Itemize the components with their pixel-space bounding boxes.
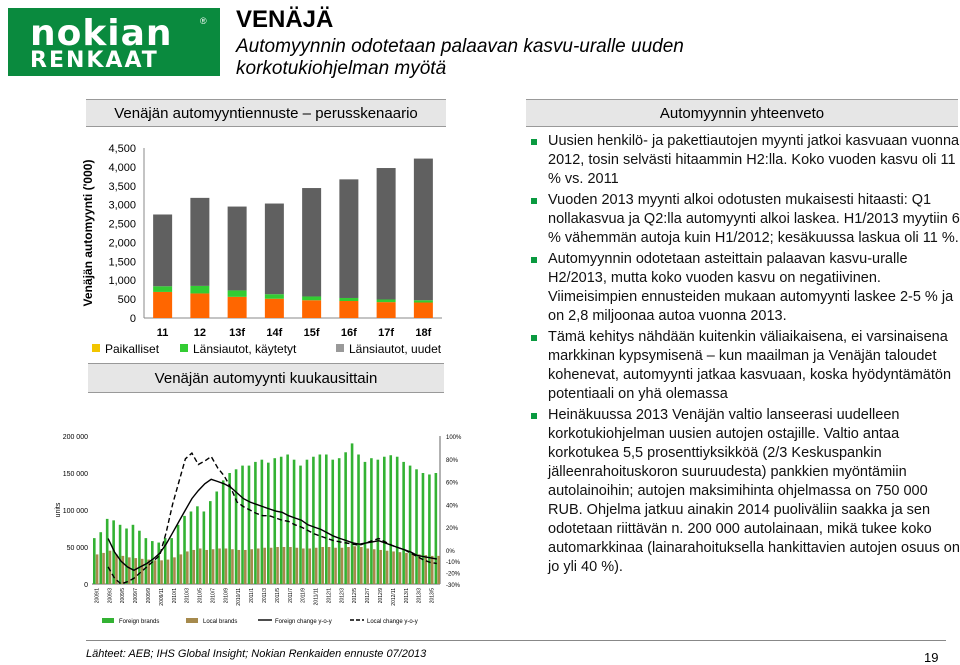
summary-bullet: Vuoden 2013 myynti alkoi odotusten mukaisesti hitaasti: Q1 nollakasvua ja Q2:lla automyynti alkoi laskea. H1/2013 myytiin 6 % vähemmän autoja kuin H1/2012; kesäkuussa laskua oli 11 %. — [530, 191, 960, 248]
local-bar — [244, 550, 247, 584]
local-bar — [328, 547, 331, 584]
local-bar — [250, 549, 253, 584]
foreign-bar — [196, 506, 199, 584]
bar-segment — [302, 296, 321, 300]
y-axis-label: units — [55, 502, 62, 518]
local-bar — [218, 548, 221, 584]
x-tick-label: 2009/9 — [146, 588, 152, 604]
y-tick-label: 1,500 — [108, 256, 136, 269]
y2-tick-label: 0% — [446, 548, 455, 555]
foreign-bar — [357, 455, 360, 585]
x-tick-label: 2010/11 — [236, 588, 243, 606]
foreign-bar — [248, 466, 251, 584]
local-bar — [308, 548, 311, 584]
foreign-bar — [293, 460, 296, 584]
bar-segment — [414, 159, 433, 301]
x-tick-label: 16f — [340, 327, 357, 339]
y2-tick-label: 60% — [446, 480, 459, 487]
x-tick-label: 17f — [378, 327, 395, 339]
y-axis-label: Venäjän automyynti ('000) — [81, 159, 95, 307]
local-bar — [180, 554, 183, 584]
summary-bullet-list — [530, 132, 960, 579]
monthly-section-header: Venäjän automyynti kuukausittain — [88, 363, 444, 393]
bar-segment — [265, 204, 284, 295]
foreign-bar — [351, 443, 354, 584]
bar-segment — [228, 207, 247, 291]
bar-segment — [190, 286, 209, 294]
y2-tick-label: -30% — [446, 583, 461, 589]
y-tick-label: 0 — [84, 582, 88, 589]
foreign-bar — [203, 511, 206, 584]
summary-bullet: Tämä kehitys nähdään kuitenkin väliaikaisena, ei varsinaisena markkinan kypsymisenä – kun maailman ja Venäjän taloudet kohenevat, automyynti jatkaa kasvuaan, koska hyödyntämätön potentiaali on yhä olemassa — [530, 328, 960, 404]
foreign-bar — [241, 466, 244, 584]
bar-segment — [190, 293, 209, 318]
x-tick-label: 2011/7 — [287, 588, 294, 603]
local-bar — [231, 549, 234, 584]
local-bar — [360, 547, 363, 584]
y-tick-label: 3,500 — [108, 180, 136, 193]
local-bar — [424, 555, 427, 584]
x-tick-label: 2010/1 — [171, 588, 178, 604]
foreign-bar — [286, 455, 289, 585]
legend-label: Foreign brands — [119, 619, 160, 625]
nokian-renkaat-logo — [8, 8, 220, 76]
local-bar — [257, 548, 260, 584]
local-bar — [205, 550, 208, 584]
foreign-bar — [377, 460, 380, 584]
foreign-bar — [177, 525, 180, 584]
x-tick-label: 2013/3 — [416, 588, 423, 604]
foreign-bar — [338, 458, 341, 584]
local-bar — [431, 556, 434, 584]
local-bar — [102, 553, 105, 584]
foreign-bar — [306, 460, 309, 584]
x-tick-label: 2012/1 — [326, 588, 333, 604]
y-tick-label: 200 000 — [62, 434, 88, 441]
local-bar — [276, 547, 279, 584]
y2-tick-label: 20% — [446, 526, 459, 533]
logo-wordmark: nokian — [30, 13, 173, 54]
registered-mark: ® — [200, 16, 207, 26]
y-tick-label: 150 000 — [62, 471, 88, 478]
local-bar — [315, 548, 318, 584]
source-note: Lähteet: AEB; IHS Global Insight; Nokian Renkaiden ennuste 07/2013 — [86, 648, 427, 660]
y-tick-label: 2,500 — [108, 218, 136, 231]
x-tick-label: 2011/11 — [313, 588, 320, 606]
forecast-section-header: Venäjän automyyntiennuste – perusskenaario — [86, 99, 446, 127]
legend-label: Länsiautot, käytetyt — [193, 342, 297, 356]
local-bar — [141, 559, 144, 584]
bar-segment — [414, 300, 433, 302]
foreign-bar — [235, 469, 238, 584]
local-bar — [366, 548, 369, 584]
foreign-bar — [261, 460, 264, 584]
legend-label: Local brands — [203, 619, 238, 625]
x-tick-label: 2009/11 — [158, 588, 165, 606]
y-tick-label: 3,000 — [108, 199, 136, 212]
y-tick-label: 1,000 — [108, 275, 136, 288]
foreign-bar — [222, 480, 225, 584]
local-bar — [296, 548, 299, 584]
x-tick-label: 2010/5 — [197, 588, 204, 604]
y2-tick-label: 40% — [446, 503, 459, 510]
x-tick-label: 2013/5 — [429, 588, 436, 604]
x-tick-label: 14f — [266, 327, 283, 339]
bar-segment — [377, 299, 396, 302]
local-bar — [212, 549, 215, 584]
local-bar — [134, 558, 137, 584]
bar-segment — [377, 302, 396, 318]
summary-section-header: Automyynnin yhteenveto — [526, 99, 958, 127]
legend-label: Foreign change y-o-y — [275, 619, 332, 625]
x-tick-label: 2011/3 — [262, 588, 268, 603]
x-tick-label: 11 — [156, 327, 169, 339]
foreign-bar — [138, 531, 141, 584]
foreign-bar — [312, 457, 315, 584]
foreign-bar — [396, 457, 399, 584]
legend-label: Länsiautot, uudet — [349, 342, 442, 356]
local-bar — [392, 551, 395, 584]
bar-segment — [302, 300, 321, 318]
foreign-bar — [267, 463, 270, 584]
bar-segment — [265, 294, 284, 299]
y2-tick-label: -20% — [446, 571, 461, 578]
x-tick-label: 18f — [415, 327, 432, 339]
x-tick-label: 2010/7 — [210, 588, 217, 604]
local-bar — [373, 549, 376, 584]
local-bar — [289, 547, 292, 584]
foreign-bar — [389, 455, 392, 584]
foreign-bar — [344, 452, 347, 584]
x-tick-label: 2011/9 — [300, 588, 307, 603]
foreign-bar — [170, 538, 173, 584]
local-bar — [437, 556, 440, 584]
x-tick-label: 2009/3 — [107, 588, 114, 604]
local-bar — [122, 556, 125, 584]
foreign-bar — [125, 529, 128, 585]
foreign-bar — [254, 462, 257, 584]
y-tick-label: 2,000 — [108, 237, 136, 250]
bar-segment — [228, 297, 247, 318]
y2-tick-label: -10% — [446, 560, 461, 567]
local-bar — [334, 548, 337, 584]
bar-segment — [265, 299, 284, 318]
x-tick-label: 2012/3 — [339, 588, 346, 604]
x-tick-label: 13f — [229, 327, 246, 339]
y2-tick-label: 80% — [446, 457, 459, 464]
foreign-bar — [409, 466, 412, 584]
local-bar — [263, 548, 266, 584]
legend-marker — [336, 344, 344, 352]
local-bar — [283, 547, 286, 584]
foreign-bar — [93, 538, 96, 584]
x-tick-label: 2012/9 — [378, 588, 384, 604]
bar-segment — [414, 303, 433, 318]
foreign-bar — [299, 466, 302, 584]
foreign-bar — [119, 525, 122, 584]
bar-segment — [153, 214, 172, 286]
bar-segment — [339, 298, 358, 301]
y-tick-label: 100 000 — [62, 508, 88, 515]
x-tick-label: 12 — [193, 327, 206, 339]
x-tick-label: 2009/7 — [133, 588, 140, 604]
foreign-bar — [132, 525, 135, 584]
forecast-stacked-bar-chart — [80, 130, 450, 362]
local-bar — [225, 548, 228, 584]
foreign-bar — [228, 473, 231, 584]
local-bar — [379, 550, 382, 584]
local-bar — [321, 547, 324, 584]
local-bar — [186, 551, 189, 584]
summary-bullet: Automyynnin odotetaan asteittain palaavan kasvu-uralle H2/2013, mutta koko vuoden kasvu on negatiivinen. Viimeisimpien ennusteiden mukaan automyynti laskee 2-5 % ja on 2,8 miljoonaa autoa vuonna 2013. — [530, 250, 960, 326]
x-tick-label: 2011/5 — [274, 588, 281, 603]
foreign-bar — [415, 469, 418, 584]
foreign-bar — [215, 492, 218, 585]
foreign-bar — [273, 458, 276, 584]
foreign-bar — [319, 455, 322, 585]
local-bar — [386, 551, 389, 584]
bar-segment — [153, 286, 172, 292]
summary-bullet: Uusien henkilö- ja pakettiautojen myynti jatkoi kasvuaan vuonna 2012, tosin selvästi hitaammin H2:lla. Koko vuoden kasvu oli 11 % vs. 2011 — [530, 132, 960, 189]
y-tick-label: 4,000 — [108, 161, 136, 174]
x-tick-label: 2012/5 — [352, 588, 359, 604]
bar-segment — [228, 290, 247, 296]
x-tick-label: 2011/1 — [249, 588, 256, 603]
foreign-bar — [435, 473, 438, 584]
legend-label: Local change y-o-y — [367, 619, 418, 625]
page-number: 19 — [924, 650, 939, 665]
y2-tick-label: 100% — [446, 435, 462, 441]
page-subtitle: Automyynnin odotetaan palaavan kasvu-uralle uuden korkotukiohjelman myötä — [236, 36, 684, 79]
local-bar — [154, 560, 157, 584]
legend-marker — [102, 618, 114, 623]
local-bar — [412, 554, 415, 584]
footer-divider — [86, 640, 946, 641]
y-tick-label: 50 000 — [66, 545, 88, 552]
local-bar — [347, 547, 350, 584]
foreign-bar — [370, 458, 373, 584]
x-tick-label: 2012/11 — [390, 588, 397, 606]
bar-segment — [377, 168, 396, 299]
bar-segment — [339, 179, 358, 298]
foreign-bar — [428, 474, 431, 584]
foreign-bar — [402, 462, 405, 584]
bar-segment — [302, 188, 321, 296]
local-bar — [96, 554, 99, 584]
x-tick-label: 2012/7 — [365, 588, 372, 604]
local-bar — [341, 548, 344, 584]
bar-segment — [339, 301, 358, 318]
x-tick-label: 2010/3 — [184, 588, 191, 604]
y-tick-label: 4,500 — [108, 143, 136, 155]
logo-subtitle: RENKAAT — [30, 48, 159, 73]
local-bar — [173, 557, 176, 584]
foreign-bar — [331, 460, 334, 584]
y-tick-label: 0 — [129, 313, 136, 325]
y-tick-label: 500 — [117, 294, 136, 307]
local-bar — [399, 552, 402, 584]
x-tick-label: 2013/1 — [403, 588, 410, 604]
local-bar — [199, 548, 202, 584]
foreign-bar — [157, 543, 160, 584]
foreign-bar — [106, 519, 109, 584]
local-bar — [270, 548, 273, 584]
x-tick-label: 2009/1 — [94, 588, 101, 604]
page-title: VENÄJÄ — [236, 6, 334, 33]
x-tick-label: 2009/5 — [120, 588, 127, 604]
local-bar — [302, 548, 305, 584]
monthly-sales-chart — [50, 420, 470, 630]
foreign-bar — [422, 473, 425, 584]
local-bar — [160, 560, 163, 584]
local-bar — [354, 546, 357, 584]
local-bar — [128, 557, 131, 584]
x-tick-label: 2010/9 — [223, 588, 230, 604]
foreign-bar — [99, 532, 102, 584]
foreign-bar — [364, 462, 367, 584]
legend-marker — [180, 344, 188, 352]
legend-marker — [186, 618, 198, 623]
foreign-bar — [190, 511, 193, 584]
foreign-bar — [325, 455, 328, 585]
local-bar — [115, 554, 118, 584]
foreign-bar — [145, 538, 148, 584]
x-tick-label: 15f — [303, 327, 320, 339]
legend-label: Paikalliset — [105, 342, 160, 356]
local-bar — [167, 560, 170, 584]
bar-segment — [190, 198, 209, 286]
bar-segment — [153, 292, 172, 318]
foreign-bar — [209, 501, 212, 584]
legend-marker — [92, 344, 100, 352]
summary-bullet: Heinäkuussa 2013 Venäjän valtio lanseerasi uudelleen korkotukiohjelman uusien autojen ostajille. Valtio antaa korkotukea 5,5 prosenttiyksikköä (2/3 Keskuspankin jälleenrahoituskoron suuruudesta) pankkien myöntämiin autolainoihin; autojen maksimihinta ohjelmassa on 750 000 RUB. Ohjelma jatkuu ainakin 2014 puoliväliin saakka ja sen odotetaan riittävän n. 200 000 autolainaan, mikä tukee koko automarkkinaa (lainarahoituksella hankittavien autojen osuus on jo yli 40 %). — [530, 406, 960, 577]
foreign-bar — [383, 457, 386, 584]
local-bar — [238, 550, 241, 584]
foreign-bar — [183, 516, 186, 584]
local-bar — [405, 553, 408, 584]
local-bar — [192, 550, 195, 584]
